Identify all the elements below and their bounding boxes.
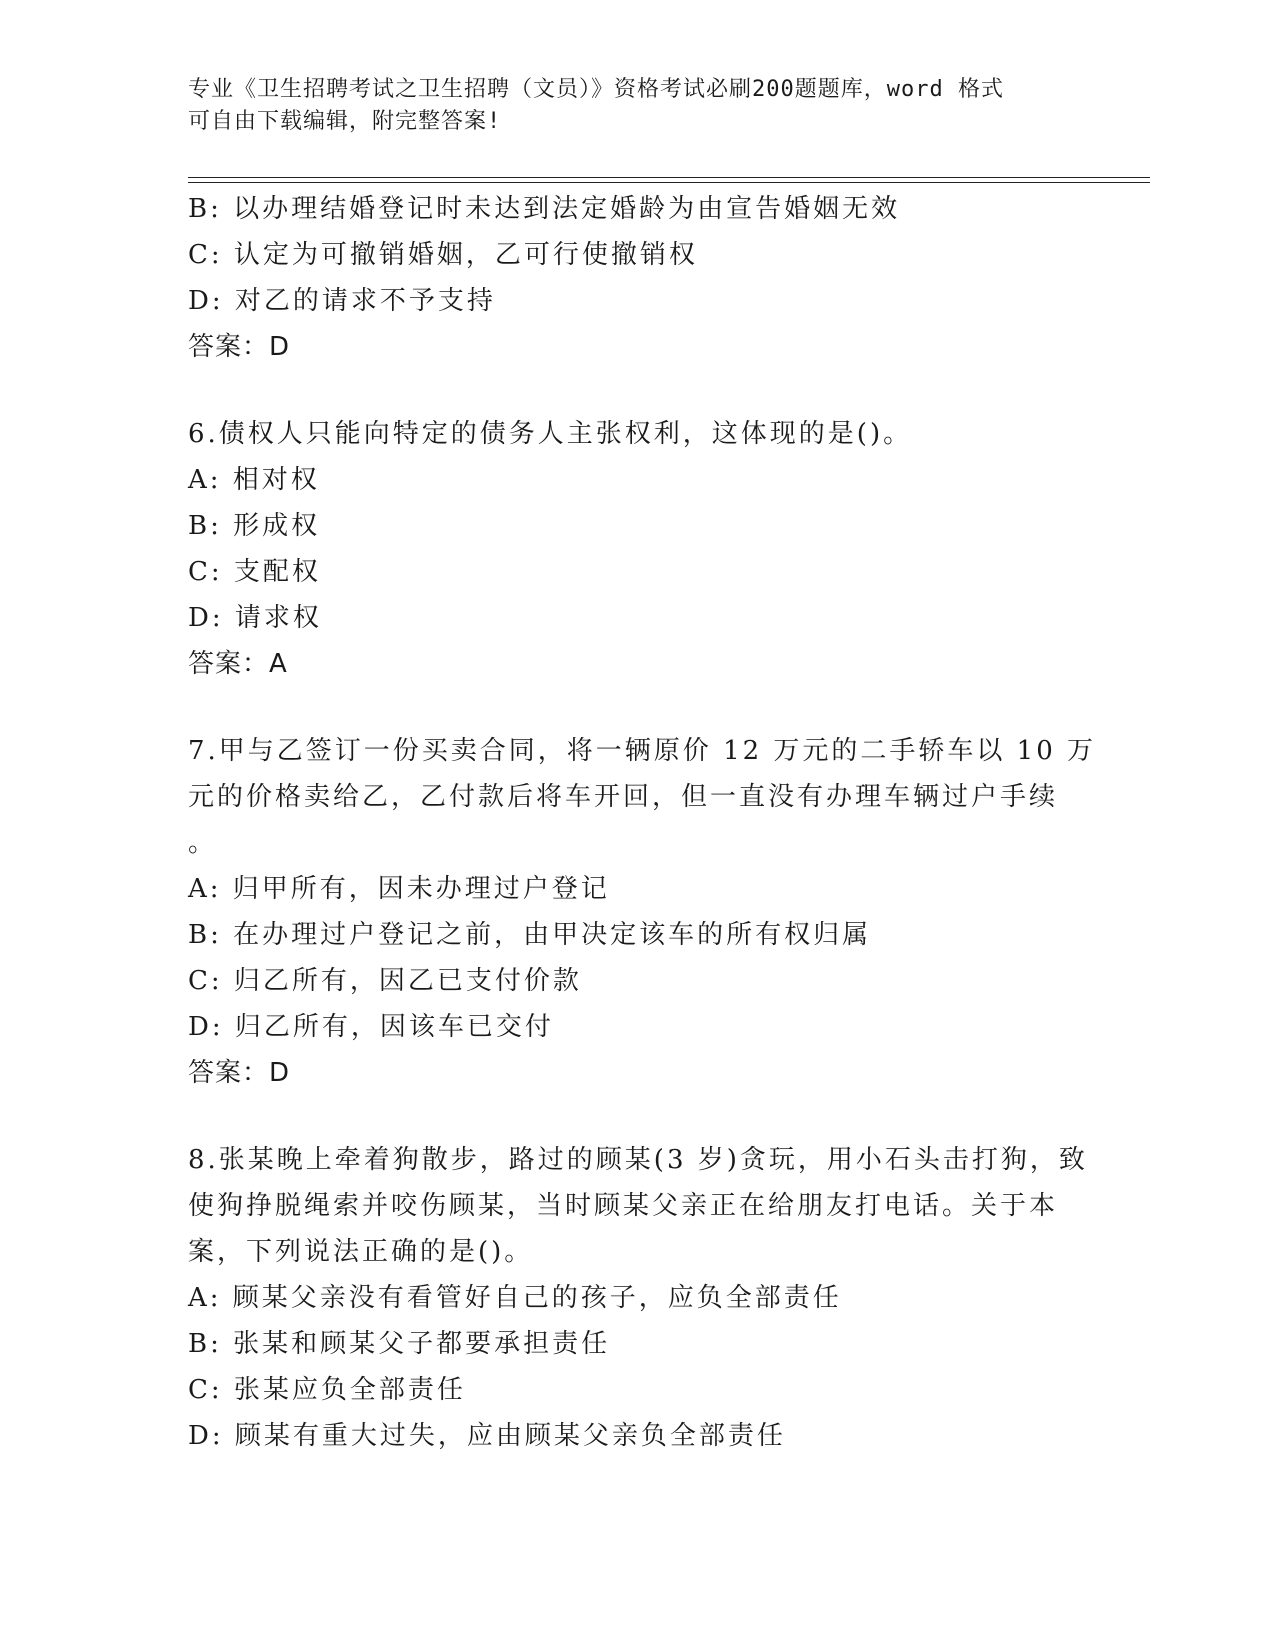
question-stem-line-1: 8.张某晚上牵着狗散步，路过的顾某(3 岁)贪玩，用小石头击打狗，致 xyxy=(188,1145,1088,1175)
question-7 xyxy=(188,728,1097,1096)
question-stem: 6.债权人只能向特定的债务人主张权利，这体现的是()。 xyxy=(188,419,913,449)
question-6 xyxy=(188,411,1088,687)
option-c: C: 认定为可撤销婚姻，乙可行使撤销权 xyxy=(188,240,698,270)
option-b: B: 形成权 xyxy=(188,511,321,541)
option-b: B: 在办理过户登记之前，由甲决定该车的所有权归属 xyxy=(188,920,872,950)
answer-line: 答案：A xyxy=(188,649,288,679)
question-stem-line-2: 元的价格卖给乙，乙付款后将车开回，但一直没有办理车辆过户手续 xyxy=(188,782,1059,812)
question-stem-line-2: 使狗挣脱绳索并咬伤顾某，当时顾某父亲正在给朋友打电话。关于本 xyxy=(188,1191,1059,1221)
option-c: C: 张某应负全部责任 xyxy=(188,1375,466,1405)
header-line-1: 专业《卫生招聘考试之卫生招聘（文员）》资格考试必刷200题题库，word 格式 xyxy=(188,77,1004,102)
option-b: B: 张某和顾某父子都要承担责任 xyxy=(188,1329,611,1359)
option-a: A: 归甲所有，因未办理过户登记 xyxy=(188,874,610,904)
option-d: D: 顾某有重大过失，应由顾某父亲负全部责任 xyxy=(188,1421,786,1451)
header-rule-bottom xyxy=(188,182,1150,183)
option-c: C: 支配权 xyxy=(188,557,321,587)
option-d: D: 对乙的请求不予支持 xyxy=(188,286,496,316)
option-d: D: 请求权 xyxy=(188,603,322,633)
document-header xyxy=(188,74,1088,138)
answer-line: 答案：D xyxy=(188,1058,291,1088)
option-a: A: 相对权 xyxy=(188,465,320,495)
question-8 xyxy=(188,1137,1088,1459)
option-c: C: 归乙所有，因乙已支付价款 xyxy=(188,966,582,996)
question-stem-line-3: 案，下列说法正确的是()。 xyxy=(188,1237,534,1267)
header-rule-top xyxy=(188,177,1150,178)
question-stem-line-1: 7.甲与乙签订一份买卖合同，将一辆原价 12 万元的二手轿车以 10 万 xyxy=(188,736,1097,766)
question-stem-line-3: 。 xyxy=(188,828,218,858)
option-d: D: 归乙所有，因该车已交付 xyxy=(188,1012,554,1042)
question-5-tail xyxy=(188,186,1088,370)
option-b: B: 以办理结婚登记时未达到法定婚龄为由宣告婚姻无效 xyxy=(188,194,901,224)
option-a: A: 顾某父亲没有看管好自己的孩子，应负全部责任 xyxy=(188,1283,842,1313)
document-body xyxy=(188,186,1097,1459)
answer-line: 答案：D xyxy=(188,332,291,362)
header-line-2: 可自由下载编辑，附完整答案! xyxy=(188,109,502,134)
